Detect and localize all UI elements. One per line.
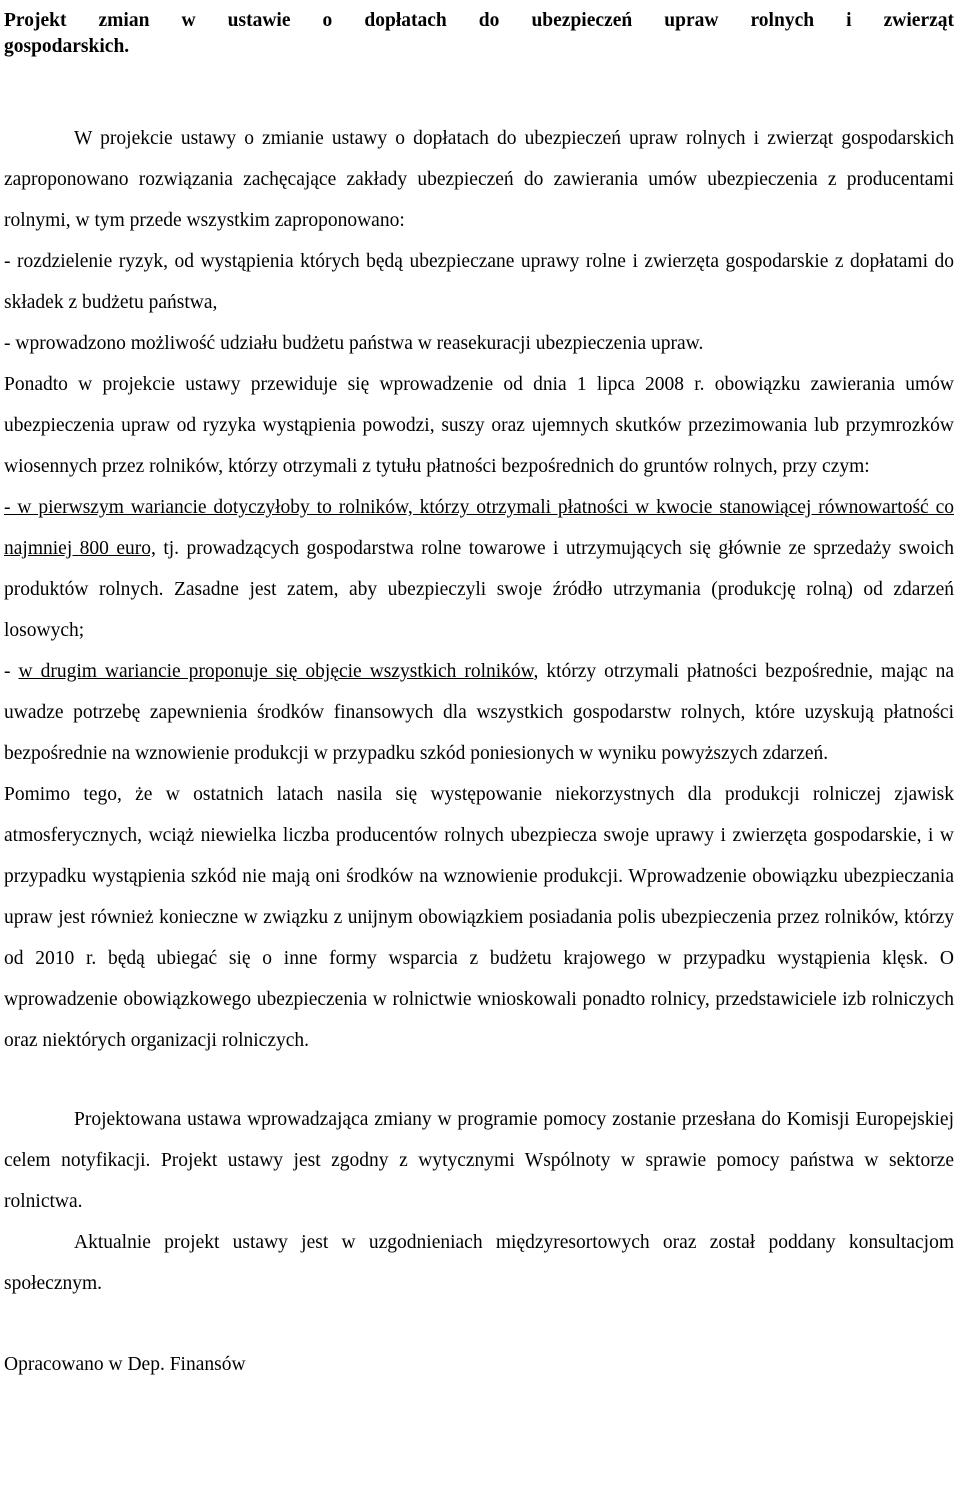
spacer: [4, 60, 954, 118]
paragraph-notification: Projektowana ustawa wprowadzająca zmiany w programie pomocy zostanie przesłana do Komisji Europejskiej celem notyfikacji. Projekt ustawy jest zgodny z wytycznymi Wspólnoty w sprawie pomocy państwa w sektorze rolnictwa.: [4, 1109, 954, 1212]
document-title: Projekt zmian w ustawie o dopłatach do ubezpieczeń upraw rolnych i zwierząt: [4, 10, 954, 31]
variant-two-dash: -: [4, 661, 19, 682]
list-item-risk-separation: - rozdzielenie ryzyk, od wystąpienia których będą ubezpieczane uprawy rolne i zwierzęta gospodarskie z dopłatami do składek z budżetu państwa,: [4, 251, 954, 313]
paragraph-variant-one: [4, 487, 954, 651]
document-title-continuation: gospodarskich.: [4, 36, 130, 57]
paragraph-consultation: Aktualnie projekt ustawy jest w uzgodnieniach międzyresortowych oraz został poddany konsultacjom społecznym.: [4, 1232, 954, 1294]
document-page: [4, 0, 954, 1385]
variant-two-text: , którzy otrzymali płatności bezpośrednie, mając na uwadze potrzebę zapewnienia środków finansowych dla wszystkich gospodarstw rolnych, które uzyskują płatności bezpośrednie na wznowienie produkcji w przypadku szkód poniesionych w wyniku powyższych zdarzeń.: [4, 661, 954, 764]
spacer: [4, 1304, 954, 1344]
paragraph-obligation: Ponadto w projekcie ustawy przewiduje się wprowadzenie od dnia 1 lipca 2008 r. obowiązku zawierania umów ubezpieczenia upraw od ryzyka wystąpienia powodzi, suszy oraz ujemnych skutków przezimowania lub przymrozków wiosennych przez rolników, którzy otrzymali z tytułu płatności bezpośrednich do gruntów rolnych, przy czym:: [4, 374, 954, 477]
paragraph-justification: Pomimo tego, że w ostatnich latach nasila się występowanie niekorzystnych dla produkcji rolniczej zjawisk atmosferycznych, wciąż niewielka liczba producentów rolnych ubezpiecza swoje uprawy i zwierzęta gospodarskie, i w przypadku wystąpienia szkód nie mają oni środków na wznowienie produkcji. Wprowadzenie obowiązku ubezpieczania upraw jest również konieczne w związku z unijnym obowiązkiem posiadania polis ubezpieczenia przez rolników, którzy od 2010 r. będą ubiegać się o inne formy wsparcia z budżetu krajowego w przypadku wystąpienia klęsk. O wprowadzenie obowiązkowego ubezpieczenia w rolnictwie wnioskowali ponadto rolnicy, przedstawiciele izb rolniczych oraz niektórych organizacji rolniczych.: [4, 784, 954, 1051]
spacer: [4, 1061, 954, 1099]
footer-note: Opracowano w Dep. Finansów: [4, 1354, 246, 1375]
variant-two-underlined: w drugim wariancie proponuje się objęcie wszystkich rolników: [18, 661, 534, 682]
variant-one-text: tj. prowadzących gospodarstwa rolne towarowe i utrzymujących się głównie ze sprzedaży swoich produktów rolnych. Zasadne jest zatem, aby ubezpieczyli swoje źródło utrzymania (produkcję rolną) od zdarzeń losowych;: [4, 538, 954, 641]
paragraph-variant-two: [4, 651, 954, 774]
variant-one-underlined: - w pierwszym wariancie dotyczyłoby to rolników, którzy otrzymali płatności w kwocie stanowiącej równowartość co najmniej 800 euro,: [4, 497, 954, 559]
paragraph-intro: W projekcie ustawy o zmianie ustawy o dopłatach do ubezpieczeń upraw rolnych i zwierząt gospodarskich zaproponowano rozwiązania zachęcające zakłady ubezpieczeń do zawierania umów ubezpieczenia z producentami rolnymi, w tym przede wszystkim zaproponowano:: [4, 128, 954, 231]
list-item-reinsurance: - wprowadzono możliwość udziału budżetu państwa w reasekuracji ubezpieczenia upraw.: [4, 333, 704, 354]
